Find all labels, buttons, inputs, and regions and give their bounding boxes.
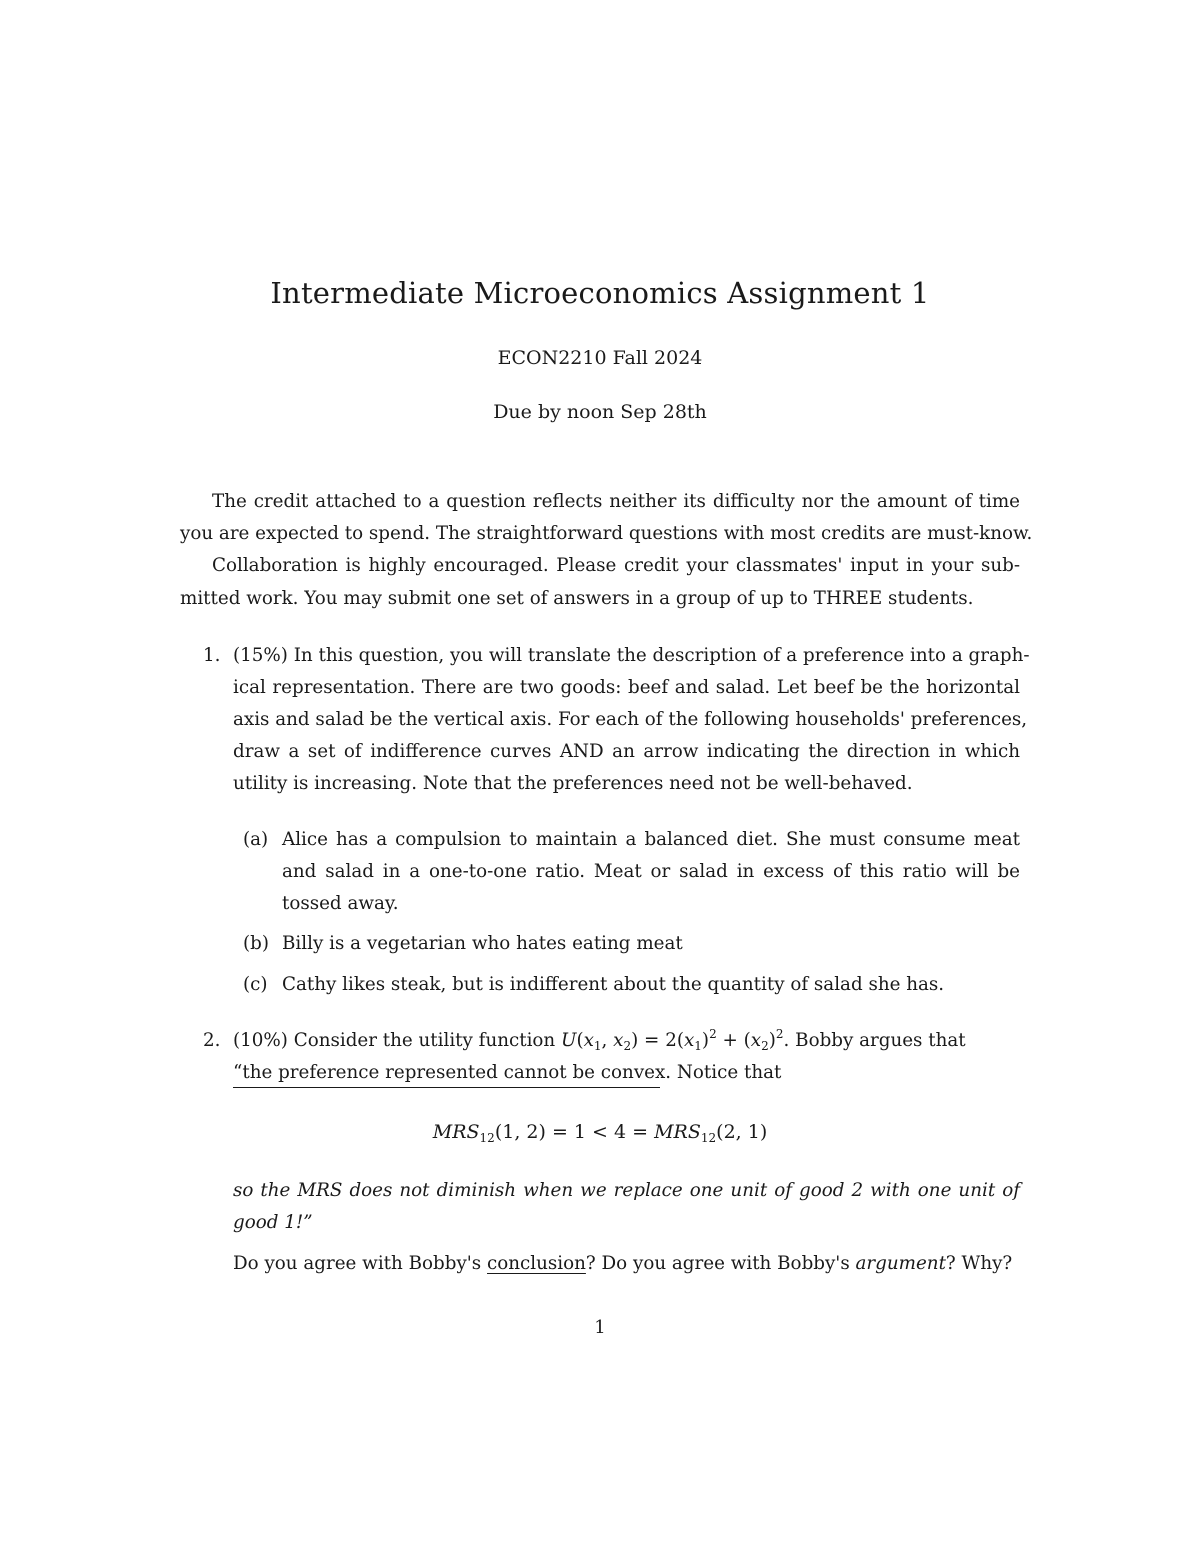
conclusion-underlined: conclusion: [487, 1253, 586, 1274]
q1-part-a-line: and salad in a one-to-one ratio. Meat or salad in excess of this ratio will be: [282, 861, 1020, 882]
q2-quote-line: [233, 1061, 781, 1085]
q2-final-question: Do you agree with Bobby's conclusion? Do you agree with Bobby's argument? Why?: [233, 1253, 1013, 1274]
q1-line: draw a set of indifference curves AND an arrow indicating the direction in which: [233, 741, 1020, 762]
mrs-equation: $MRS_{12}(1$, $2) = 1 < 4 = MRS_{12}(2$, 1): [432, 1121, 768, 1145]
q1-part-a-line: Alice has a compulsion to maintain a balanced diet. She must consume meat: [282, 829, 1020, 850]
q1-part-c-line: Cathy likes steak, but is indifferent about the quantity of salad she has.: [282, 974, 945, 995]
q1-line: (15%) In this question, you will translate the description of a preference into a graph-: [233, 645, 1030, 666]
intro-p2-line1: Collaboration is highly encouraged. Please credit your classmates' input in your sub-: [212, 555, 1020, 576]
intro-p1-line1: The credit attached to a question reflects neither its difficulty nor the amount of time: [212, 491, 1020, 512]
q1-line: axis and salad be the vertical axis. For each of the following households' preferences,: [233, 709, 1028, 730]
utility-formula: $U(x_1$, $x_2) = 2(x_1)^2 + (x_2)^2$: [561, 1027, 784, 1053]
q2-after-formula: . Bobby argues that: [783, 1030, 966, 1051]
document-title: Intermediate Microeconomics Assignment 1: [270, 276, 930, 310]
q1-part-label: (a): [243, 829, 269, 850]
intro-p1-line2: you are expected to spend. The straightforward questions with most credits are must-know.: [180, 523, 1033, 544]
q1-part-a-line: tossed away.: [282, 893, 399, 914]
q1-number: 1.: [203, 645, 221, 666]
q1-line: ical representation. There are two goods: beef and salad. Let beef be the horizontal: [233, 677, 1020, 698]
q2-number: 2.: [203, 1030, 221, 1051]
q1-part-label: (c): [243, 974, 268, 995]
q2-quote-rest: . Notice that: [665, 1062, 782, 1083]
quote-underline: [233, 1087, 660, 1088]
q1-line: utility is increasing. Note that the preferences need not be well-behaved.: [233, 773, 913, 794]
q1-part-b-line: Billy is a vegetarian who hates eating meat: [282, 933, 683, 954]
argument-italic: argument: [855, 1253, 946, 1274]
course-line: ECON2210 Fall 2024: [497, 347, 703, 369]
intro-p2-line2: mitted work. You may submit one set of answers in a group of up to THREE students.: [180, 588, 974, 609]
due-date: Due by noon Sep 28th: [493, 401, 707, 423]
q2-italic-line1: so the MRS does not diminish when we replace one unit of good 2 with one unit of: [233, 1180, 1020, 1201]
q2-first-line: [233, 1029, 966, 1053]
q1-part-label: (b): [243, 933, 269, 954]
q2-quote-underlined: “the preference represented cannot be convex: [233, 1062, 666, 1083]
q2-italic-line2: good 1!”: [233, 1212, 313, 1233]
page-number: 1: [594, 1317, 606, 1338]
q2-intro: (10%) Consider the utility function: [233, 1030, 556, 1051]
